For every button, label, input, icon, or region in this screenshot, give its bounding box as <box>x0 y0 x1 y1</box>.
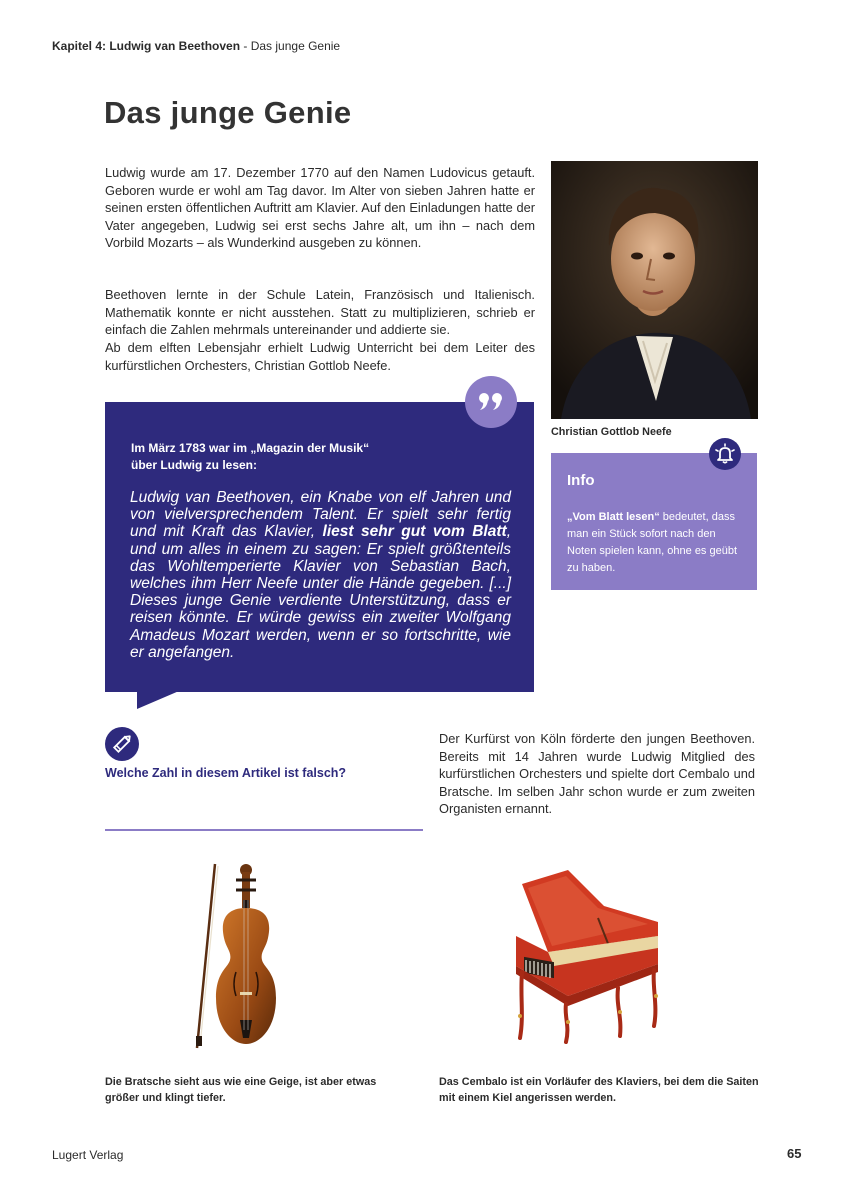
quote-text-end: , und um alles in einem zu sagen: Er spielt größtenteils das Wohltemperierte Klavier von Sebastian Bach, welches ihm Herr Neefe unter die Hände gegeben. [...] Dieses junge Genie verdiente Unterstützung, dass er reisen könnte. Er würde gewiss ein zweiter Wolfgang Amadeus Mozart werden, wenn er so fortschritte, wie er angefangen. <box>130 523 511 661</box>
info-title: Info <box>567 472 595 489</box>
quote-text-highlight: liest sehr gut vom Blatt <box>322 523 507 541</box>
portrait-neefe-image <box>551 161 758 419</box>
header-chapter: Kapitel 4: Ludwig van Beethoven <box>52 39 241 53</box>
cembalo-caption: Das Cembalo ist ein Vorläufer des Klaviers, bei dem die Saiten mit einem Kiel angerissen werden. <box>439 1076 759 1104</box>
quote-intro: Im März 1783 war im „Magazin der Musik“ über Ludwig zu lesen: <box>131 441 370 472</box>
task-divider <box>105 829 423 831</box>
pencil-icon-graphic <box>105 727 139 761</box>
bell-icon <box>709 438 741 470</box>
quote-text-start: Ludwig van Beethoven, ein Knabe von elf Jahren und von vielversprechendem Talent. Er spielt sehr fertig und mit Kraft das Klavier, <box>130 489 511 541</box>
quote-icon <box>465 376 517 428</box>
paragraph-birth: Ludwig wurde am 17. Dezember 1770 auf den Namen Ludovicus getauft. Geboren wurde er wohl am Tag davor. Im Alter von sieben Jahren hatte er seinen ersten öffentlichen Auftritt am Klavier. Auf den Einladungen hatte der Vater angegeben, Ludwig sei erst sechs Jahre alt, um ihn – nach dem Vorbild Mozarts – als Wunderkind ausgeben zu können. <box>105 165 535 251</box>
quote-text <box>130 489 511 661</box>
portrait-illustration <box>551 161 758 419</box>
cembalo-image <box>508 866 670 1046</box>
header-separator: - <box>240 39 251 53</box>
info-term: „Vom Blatt lesen“ <box>567 511 660 523</box>
viola-caption: Die Bratsche sieht aus wie eine Geige, ist aber etwas größer und klingt tiefer. <box>105 1076 377 1104</box>
page-title: Das junge Genie <box>104 95 352 130</box>
info-text <box>567 509 747 577</box>
pencil-icon <box>105 727 139 761</box>
footer-publisher: Lugert Verlag <box>52 1148 124 1162</box>
task-question: Welche Zahl in diesem Artikel ist falsch? <box>105 766 347 780</box>
paragraph-school: Beethoven lernte in der Schule Latein, Französisch und Italienisch. Mathematik konnte er nicht ausstehen. Statt zu multiplizieren, schrieb er einfach die Zahlen mehrmals untereinander und addierte sie. <box>105 287 535 338</box>
paragraph-elector: Der Kurfürst von Köln förderte den jungen Beethoven. Bereits mit 14 Jahren wurde Ludwig Mitglied des kurfürstlichen Orchesters und spielte dort Cembalo und Bratsche. Im selben Jahr schon wurde er zum zweiten Organisten ernannt. <box>439 731 755 817</box>
viola-image <box>180 860 280 1052</box>
quote-tail <box>137 691 179 709</box>
paragraph-teacher: Ab dem elften Lebensjahr erhielt Ludwig Unterricht bei dem Leiter des kurfürstlichen Orchesters, Christian Gottlob Neefe. <box>105 340 535 373</box>
header-section: Das junge Genie <box>250 39 341 53</box>
page-number: 65 <box>787 1146 802 1161</box>
running-header <box>52 39 340 53</box>
viola-illustration <box>180 860 280 1052</box>
quote-icon-graphic <box>465 376 517 428</box>
bell-icon-graphic <box>709 438 741 470</box>
cembalo-illustration <box>508 866 670 1046</box>
portrait-caption: Christian Gottlob Neefe <box>551 426 672 438</box>
info-definition: bedeutet, dass man ein Stück sofort nach den Noten spielen kann, ohne es geübt zu haben. <box>567 511 738 574</box>
